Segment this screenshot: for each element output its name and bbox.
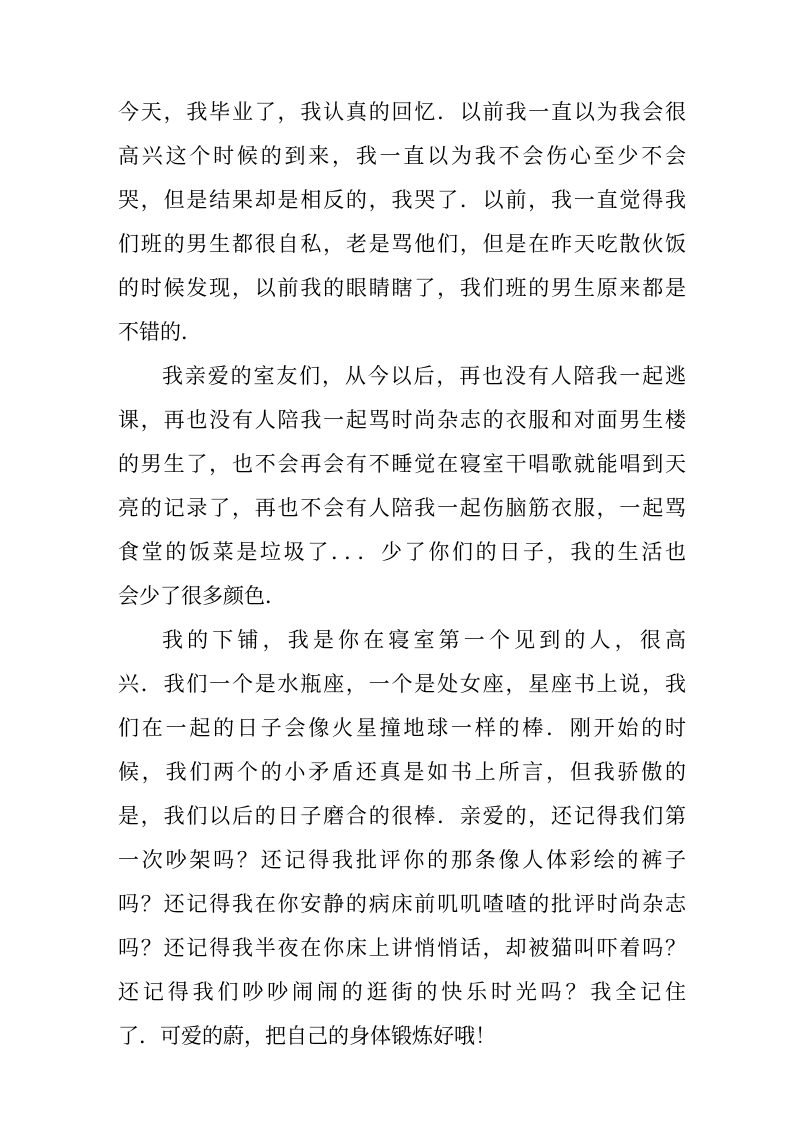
paragraph-line: 食堂的饭菜是垃圾了．．．少了你们的日子，我的生活也 — [118, 540, 686, 564]
paragraph-line: 我亲爱的室友们，从今以后，再也没有人陪我一起逃 — [162, 364, 686, 388]
paragraph-line: 还记得我们吵吵闹闹的逛街的快乐时光吗？我全记住 — [118, 980, 686, 1004]
paragraph-line: 吗？还记得我半夜在你床上讲悄悄话，却被猫叫吓着吗？ — [118, 936, 686, 960]
paragraph-line: 会少了很多颜色． — [118, 584, 286, 608]
paragraph-line: 的时候发现，以前我的眼睛瞎了，我们班的男生原来都是 — [118, 276, 686, 300]
paragraph-line: 候，我们两个的小矛盾还真是如书上所言，但我骄傲的 — [118, 760, 686, 784]
paragraph-line: 课，再也没有人陪我一起骂时尚杂志的衣服和对面男生楼 — [118, 408, 686, 432]
paragraph-line: 们在一起的日子会像火星撞地球一样的棒．刚开始的时 — [118, 716, 686, 740]
paragraph-3 — [118, 618, 686, 1058]
paragraph-line: 了．可爱的蔚，把自己的身体锻炼好哦！ — [118, 1024, 496, 1048]
paragraph-line: 们班的男生都很自私，老是骂他们，但是在昨天吃散伙饭 — [118, 232, 686, 256]
paragraph-line: 一次吵架吗？还记得我批评你的那条像人体彩绘的裤子 — [118, 848, 686, 872]
paragraph-2 — [118, 354, 686, 618]
paragraph-line: 不错的． — [118, 320, 202, 344]
paragraph-1 — [118, 90, 686, 354]
paragraph-line: 是，我们以后的日子磨合的很棒．亲爱的，还记得我们第 — [118, 804, 686, 828]
paragraph-line: 兴．我们一个是水瓶座，一个是处女座，星座书上说，我 — [118, 672, 686, 696]
paragraph-line: 吗？还记得我在你安静的病床前叽叽喳喳的批评时尚杂志 — [118, 892, 686, 916]
paragraph-line: 我的下铺，我是你在寝室第一个见到的人，很高 — [162, 628, 686, 652]
paragraph-line: 的男生了，也不会再会有不睡觉在寝室干唱歌就能唱到天 — [118, 452, 686, 476]
paragraph-line: 亮的记录了，再也不会有人陪我一起伤脑筋衣服，一起骂 — [118, 496, 686, 520]
document-body — [118, 90, 686, 1058]
paragraph-line: 今天，我毕业了，我认真的回忆．以前我一直以为我会很 — [118, 100, 686, 124]
paragraph-line: 哭，但是结果却是相反的，我哭了．以前，我一直觉得我 — [118, 188, 686, 212]
paragraph-line: 高兴这个时候的到来，我一直以为我不会伤心至少不会 — [118, 144, 686, 168]
